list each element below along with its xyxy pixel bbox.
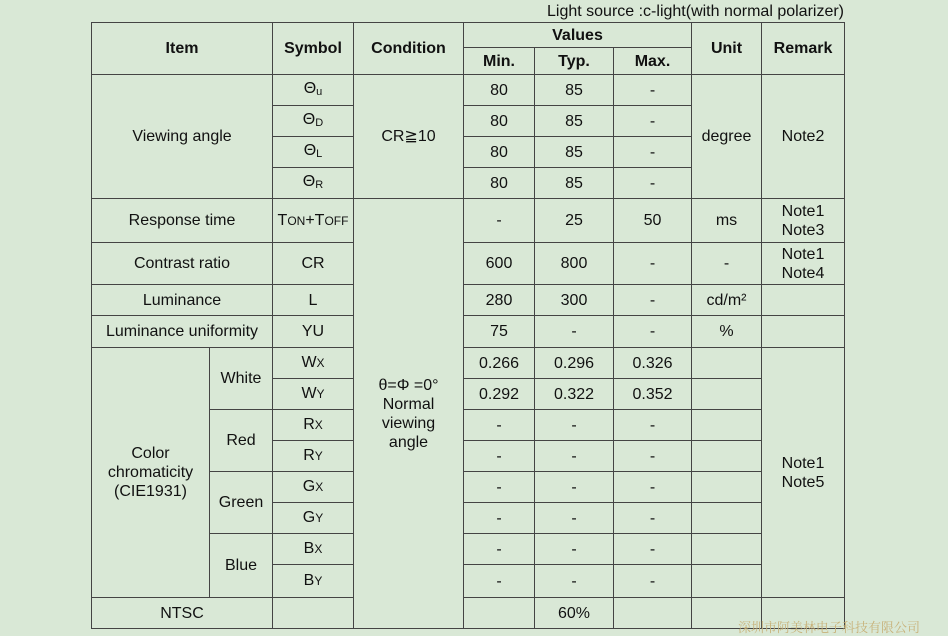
cell-max: - [614, 75, 692, 106]
header-condition: Condition [354, 23, 464, 75]
cell-max: 0.352 [614, 379, 692, 410]
symbol-ry: RY [273, 441, 354, 472]
luminance-unit: cd/m² [692, 285, 762, 316]
color-unit [692, 441, 762, 472]
viewing-condition: CR≧10 [354, 75, 464, 199]
header-min: Min. [464, 48, 535, 75]
cell-min: 280 [464, 285, 535, 316]
cell-typ: 300 [535, 285, 614, 316]
cell-max: - [614, 168, 692, 199]
cell-min: - [464, 534, 535, 565]
header-symbol: Symbol [273, 23, 354, 75]
normal-viewing-condition: θ=Φ =0° Normal viewing angle [354, 199, 464, 629]
cell-min: - [464, 503, 535, 534]
cell-typ: - [535, 441, 614, 472]
cell-max: - [614, 285, 692, 316]
cell-min: - [464, 410, 535, 441]
uniformity-remark [762, 316, 845, 348]
cell-typ: - [535, 472, 614, 503]
color-remark: Note1 Note5 [762, 348, 845, 598]
cell-typ: - [535, 503, 614, 534]
cell-typ: 0.322 [535, 379, 614, 410]
color-red-label: Red [210, 410, 273, 472]
ntsc-label: NTSC [92, 598, 273, 629]
cell-typ: 60% [535, 598, 614, 629]
symbol-by: BY [273, 565, 354, 598]
light-source-note: Light source :c-light(with normal polarizer) [547, 3, 844, 20]
cell-typ: - [535, 534, 614, 565]
color-unit [692, 534, 762, 565]
cell-min: 80 [464, 168, 535, 199]
cell-max: - [614, 441, 692, 472]
color-unit [692, 410, 762, 441]
cell-max: - [614, 534, 692, 565]
viewing-angle-label: Viewing angle [92, 75, 273, 199]
contrast-ratio-label: Contrast ratio [92, 243, 273, 285]
cell-max: - [614, 316, 692, 348]
header-remark: Remark [762, 23, 845, 75]
color-unit [692, 472, 762, 503]
company-watermark: 深圳市阿美林电子科技有限公司 [738, 621, 921, 636]
cell-typ: - [535, 565, 614, 598]
header-values: Values [464, 23, 692, 48]
header-typ: Typ. [535, 48, 614, 75]
cell-typ: 25 [535, 199, 614, 243]
cell-min: 80 [464, 106, 535, 137]
symbol-wy: WY [273, 379, 354, 410]
color-unit [692, 348, 762, 379]
symbol-gx: GX [273, 472, 354, 503]
contrast-remark: Note1 Note4 [762, 243, 845, 285]
cell-min: - [464, 441, 535, 472]
cell-max: 50 [614, 199, 692, 243]
cell-min: 600 [464, 243, 535, 285]
header-unit: Unit [692, 23, 762, 75]
viewing-unit: degree [692, 75, 762, 199]
color-chromaticity-label: Color chromaticity (CIE1931) [92, 348, 210, 598]
symbol-yu: YU [273, 316, 354, 348]
cell-min: 0.266 [464, 348, 535, 379]
symbol-theta-d: $\Theta_D$ [273, 106, 354, 137]
header-max: Max. [614, 48, 692, 75]
response-unit: ms [692, 199, 762, 243]
header-item: Item [92, 23, 273, 75]
cell-typ: 85 [535, 137, 614, 168]
cell-min: 80 [464, 75, 535, 106]
cell-max: - [614, 106, 692, 137]
cell-max: - [614, 472, 692, 503]
symbol-cr: CR [273, 243, 354, 285]
cell-max: - [614, 410, 692, 441]
cell-max: - [614, 243, 692, 285]
symbol-theta-r: $\Theta_R$ [273, 168, 354, 199]
cell-min: - [464, 565, 535, 598]
cell-min: - [464, 472, 535, 503]
symbol-rx: RX [273, 410, 354, 441]
color-unit [692, 379, 762, 410]
uniformity-unit: % [692, 316, 762, 348]
cell-typ: 85 [535, 106, 614, 137]
cell-max: - [614, 503, 692, 534]
cell-max: 0.326 [614, 348, 692, 379]
color-unit [692, 503, 762, 534]
symbol-wx: WX [273, 348, 354, 379]
viewing-remark: Note2 [762, 75, 845, 199]
cell-typ: - [535, 316, 614, 348]
symbol-gy: GY [273, 503, 354, 534]
cell-max: - [614, 137, 692, 168]
response-remark: Note1 Note3 [762, 199, 845, 243]
symbol-l: L [273, 285, 354, 316]
symbol-theta-l: $\Theta_L$ [273, 137, 354, 168]
color-green-label: Green [210, 472, 273, 534]
symbol-bx: BX [273, 534, 354, 565]
spec-table [91, 22, 845, 629]
symbol-ntsc [273, 598, 354, 629]
cell-min [464, 598, 535, 629]
contrast-unit: - [692, 243, 762, 285]
cell-typ: 85 [535, 168, 614, 199]
cell-typ: 85 [535, 75, 614, 106]
cell-typ: 800 [535, 243, 614, 285]
symbol-theta-u: $\Theta_u$ [273, 75, 354, 106]
color-white-label: White [210, 348, 273, 410]
symbol-ton-toff: TON+TOFF [273, 199, 354, 243]
color-blue-label: Blue [210, 534, 273, 598]
cell-typ: 0.296 [535, 348, 614, 379]
cell-max [614, 598, 692, 629]
response-time-label: Response time [92, 199, 273, 243]
cell-min: 0.292 [464, 379, 535, 410]
luminance-uniformity-label: Luminance uniformity [92, 316, 273, 348]
cell-min: 75 [464, 316, 535, 348]
cell-min: 80 [464, 137, 535, 168]
cell-typ: - [535, 410, 614, 441]
luminance-label: Luminance [92, 285, 273, 316]
cell-max: - [614, 565, 692, 598]
cell-min: - [464, 199, 535, 243]
color-unit [692, 565, 762, 598]
luminance-remark [762, 285, 845, 316]
